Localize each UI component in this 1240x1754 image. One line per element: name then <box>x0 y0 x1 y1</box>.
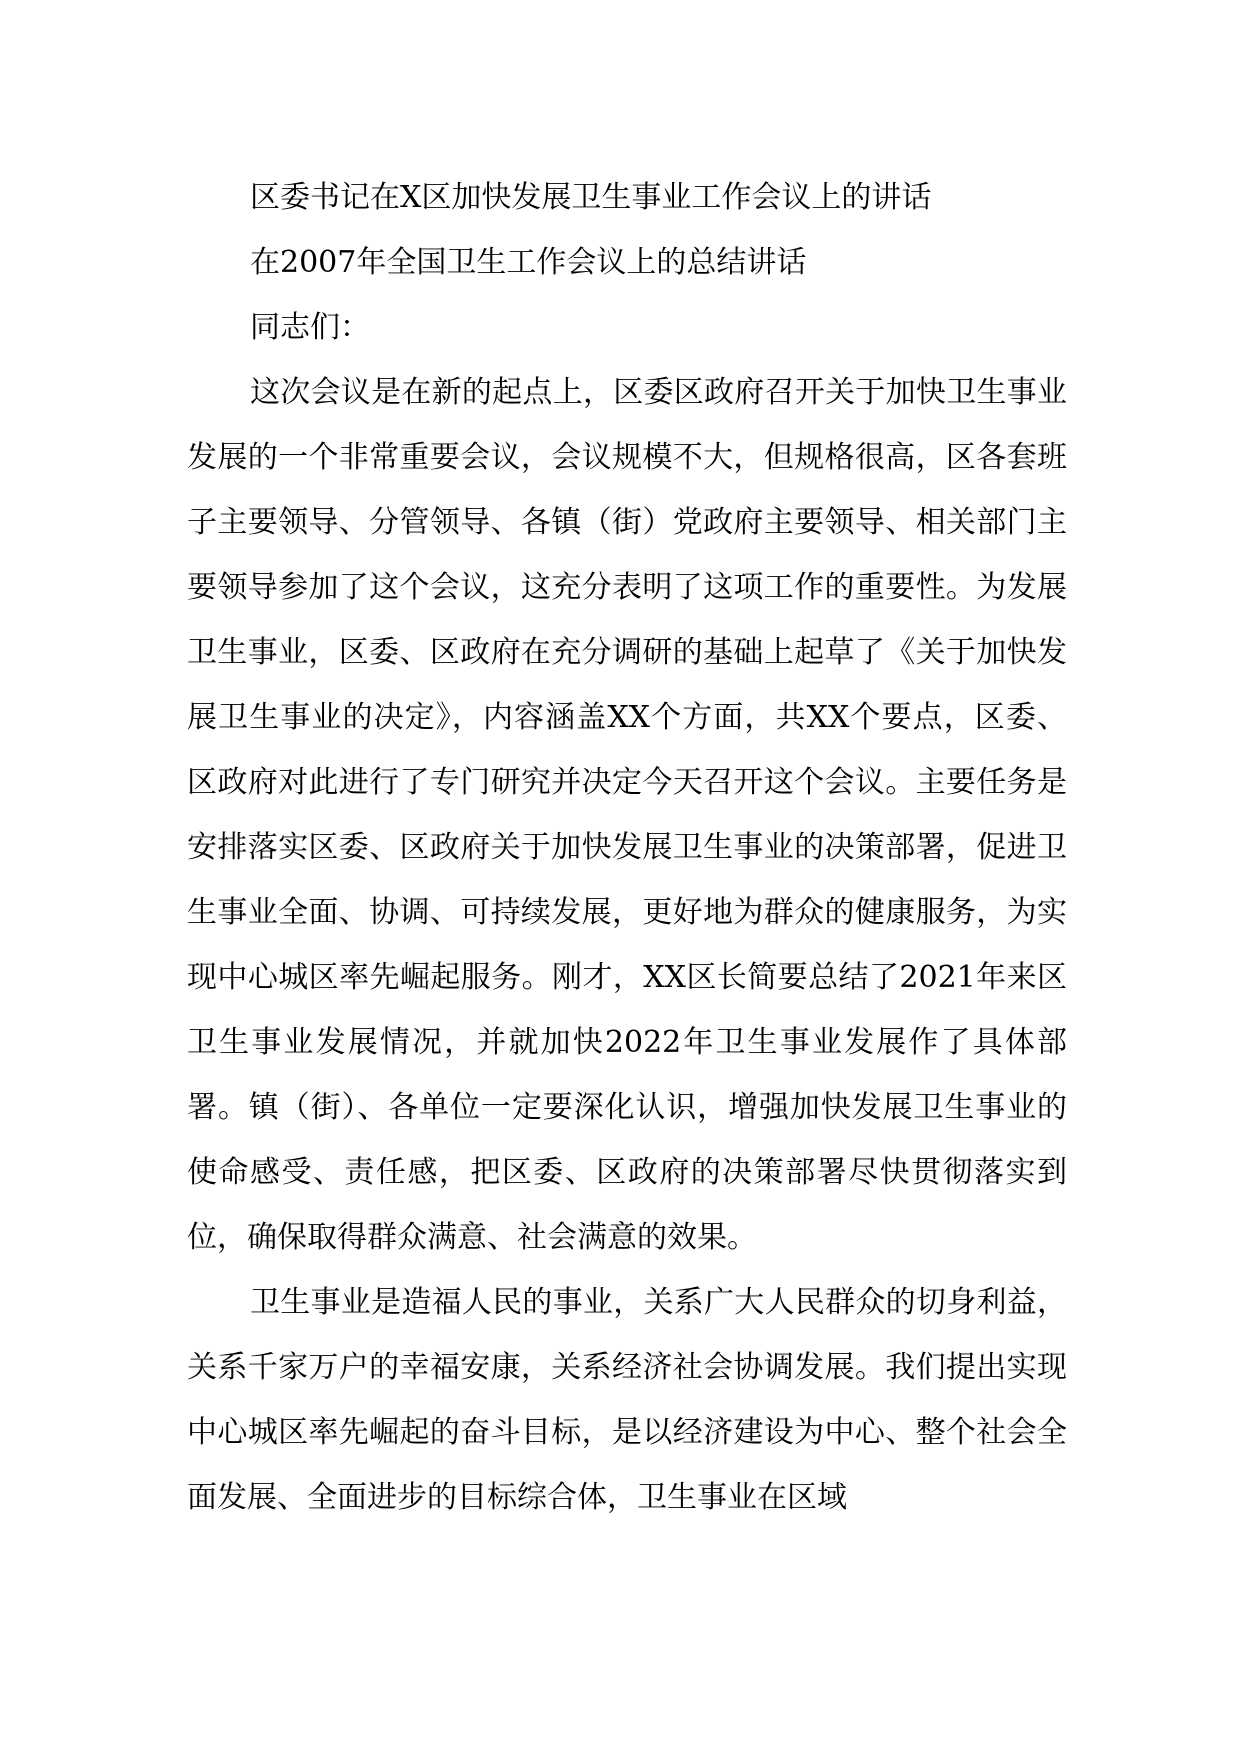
paragraph-1: 这次会议是在新的起点上，区委区政府召开关于加快卫生事业发展的一个非常重要会议，会议规模不大，但规格很高，区各套班子主要领导、分管领导、各镇（街）党政府主要领导、相关部门主要领导参加了这个会议，这充分表明了这项工作的重要性。为发展卫生事业，区委、区政府在充分调研的基础上起草了《关于加快发展卫生事业的决定》，内容涵盖XX个方面，共XX个要点，区委、区政府对此进行了专门研究并决定今天召开这个会议。主要任务是安排落实区委、区政府关于加快发展卫生事业的决策部署，促进卫生事业全面、协调、可持续发展，更好地为群众的健康服务，为实现中心城区率先崛起服务。刚才，XX区长简要总结了2021年来区卫生事业发展情况，并就加快2022年卫生事业发展作了具体部署。镇（街）、各单位一定要深化认识，增强加快发展卫生事业的使命感受、责任感，把区委、区政府的决策部署尽快贯彻落实到位，确保取得群众满意、社会满意的效果。 <box>187 375 1067 1255</box>
salutation: 同志们： <box>250 310 370 345</box>
document-title: 区委书记在X区加快发展卫生事业工作会议上的讲话 <box>250 180 932 215</box>
paragraph-2: 卫生事业是造福人民的事业，关系广大人民群众的切身利益，关系千家万户的幸福安康，关系经济社会协调发展。我们提出实现中心城区率先崛起的奋斗目标，是以经济建设为中心、整个社会全面发展、全面进步的目标综合体，卫生事业在区域 <box>187 1285 1067 1515</box>
document-body <box>187 165 1067 1530</box>
document-subtitle: 在2007年全国卫生工作会议上的总结讲话 <box>250 245 807 280</box>
